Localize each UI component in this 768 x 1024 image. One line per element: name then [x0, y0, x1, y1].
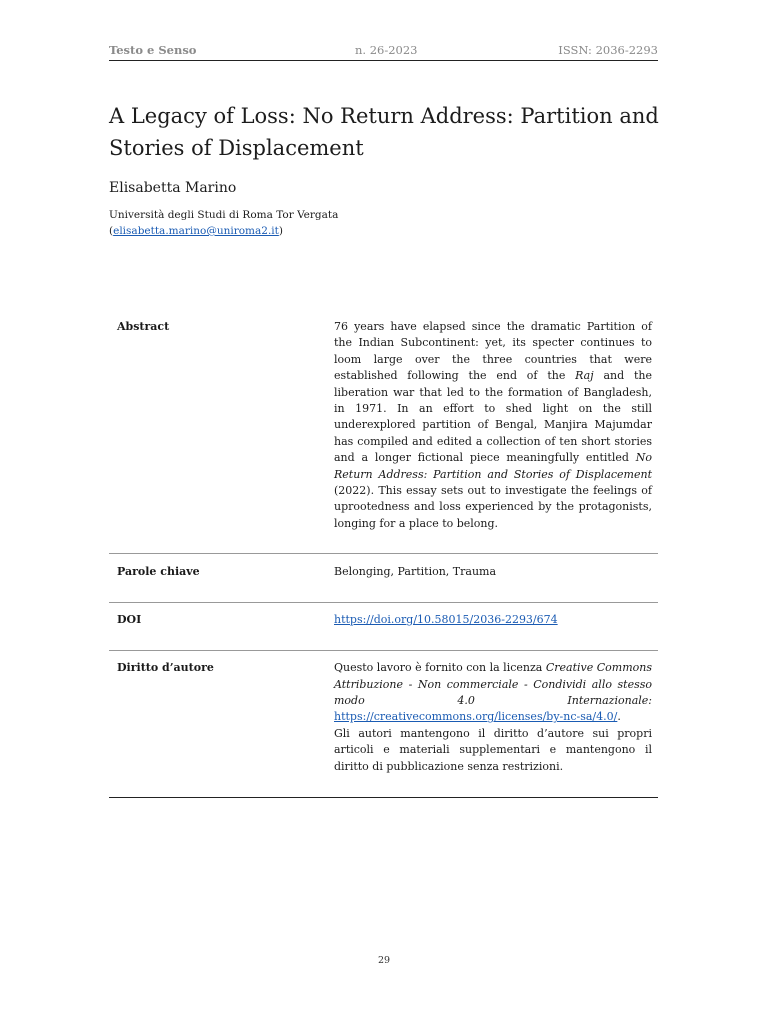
- doi-link[interactable]: https://doi.org/10.58015/2036-2293/674: [334, 612, 558, 626]
- issn: ISSN: 2036-2293: [558, 43, 658, 57]
- abstract-part: (2022). This essay sets out to investigate the feelings of uprootedness and loss experienced by the protagonists, longing for a place to belong.: [334, 484, 652, 530]
- page-number: 29: [377, 955, 391, 966]
- running-header: [109, 43, 658, 61]
- copyright-row: [109, 651, 658, 798]
- doi-label: DOI: [117, 612, 142, 626]
- license-name: Creative Commons Attribuzione - Non commerciale - Condividi allo stesso modo 4.0 Internazionale:: [334, 661, 652, 707]
- keywords-value: Belonging, Partition, Trauma: [334, 565, 497, 579]
- copyright-text: [334, 651, 658, 798]
- abstract-book-title: No Return Address: Partition and Stories of Displacement: [334, 451, 652, 481]
- copyright-period: .: [617, 710, 621, 724]
- issue-number: n. 26-2023: [355, 43, 418, 57]
- article-metadata-table: [109, 309, 658, 798]
- keywords-row: [109, 554, 658, 602]
- license-link[interactable]: https://creativecommons.org/licenses/by-nc-sa/4.0/: [334, 710, 618, 724]
- affiliation-institution: Università degli Studi di Roma Tor Vergata: [109, 209, 339, 221]
- article-title: A Legacy of Loss: No Return Address: Partition and Stories of Displacement: [109, 104, 659, 160]
- abstract-italic-raj: Raj: [575, 369, 594, 383]
- copyright-part: Gli autori mantengono il diritto d’autore sui propri articoli e materiali supplementari e mantengono il diritto di pubblicazione senza restrizioni.: [334, 726, 652, 773]
- copyright-label: Diritto d’autore: [117, 661, 214, 675]
- author-email-link[interactable]: elisabetta.marino@uniroma2.it: [113, 225, 279, 237]
- affiliation-email-line: [109, 223, 509, 239]
- paren-close: ): [278, 225, 283, 237]
- doi-row: [109, 602, 658, 650]
- journal-name: Testo e Senso: [109, 43, 197, 57]
- doi-cell: [334, 602, 658, 650]
- keywords-label: Parole chiave: [117, 565, 200, 579]
- affiliation: [109, 207, 509, 239]
- author-name: Elisabetta Marino: [109, 180, 237, 196]
- abstract-label: Abstract: [117, 320, 170, 333]
- copyright-part: Questo lavoro è fornito con la licenza: [334, 661, 546, 675]
- abstract-row: [109, 309, 658, 554]
- paren-open: (: [109, 225, 114, 237]
- abstract-part: 76 years have elapsed since the dramatic Partition of the Indian Subcontinent: yet, its specter continues to loom large over the three countries that were established following the end of the: [334, 320, 652, 383]
- abstract-text: [334, 309, 658, 554]
- abstract-part: and the liberation war that led to the formation of Bangladesh, in 1971. In an effort to shed light on the still underexplored partition of Bengal, Manjira Majumdar has compiled and edited a collection of ten short stories and a longer fictional piece meaningfully entitled: [334, 369, 652, 465]
